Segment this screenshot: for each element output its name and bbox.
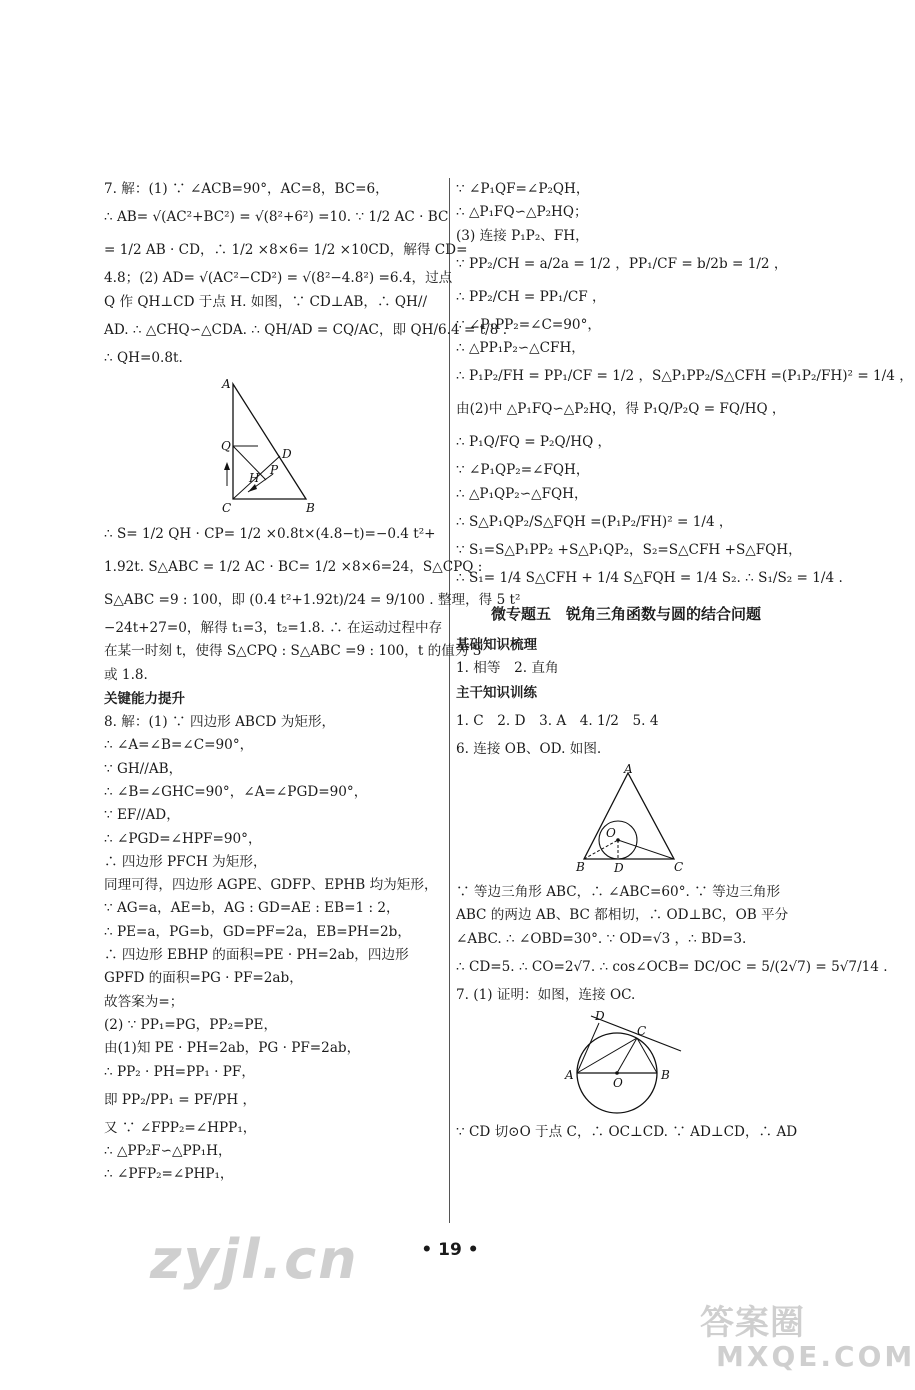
- text-line: 在某一时刻 t，使得 S△CPQ : S△ABC =9 : 100，t 的值为 3: [104, 643, 482, 660]
- figure-label: A: [565, 1068, 574, 1083]
- text-line: 即 PP₂/PP₁ = PF/PH ，: [104, 1091, 257, 1108]
- figure-label: A: [624, 761, 633, 776]
- text-line: 7. 解：(1) ∵ ∠ACB=90°，AC=8，BC=6，: [104, 181, 389, 197]
- figure-label: D: [282, 447, 292, 462]
- text-line: 同理可得，四边形 AGPE、GDFP、EPHB 均为矩形，: [104, 877, 438, 894]
- figure-label: O: [613, 1076, 623, 1091]
- text-line: 4.8；(2) AD= √(AC²−CD²) = √(8²−4.8²) =6.4，过点: [104, 270, 453, 287]
- figure-label: P: [270, 463, 279, 478]
- text-line: GPFD 的面积=PG · PF=2ab，: [104, 970, 303, 987]
- text-line: ∴ △P₁QP₂∽△FQH，: [456, 485, 588, 502]
- text-line: AD. ∴ △CHQ∽△CDA. ∴ QH/AD = CQ/AC，即 QH/6.4 = t/8 .: [104, 321, 508, 338]
- text-line: 6. 连接 OB、OD. 如图.: [456, 740, 602, 757]
- text-line: ∵ ∠P₁PP₂=∠C=90°，: [456, 316, 601, 333]
- circle-figure: [561, 1011, 691, 1117]
- watermark-domain: MXQE.COM: [716, 1340, 915, 1373]
- right-column: [456, 178, 913, 1144]
- figure-label: H: [249, 471, 260, 486]
- watermark-site: zyjl.cn: [150, 1228, 359, 1291]
- incircle-figure: [566, 761, 686, 877]
- figure-label: C: [674, 859, 684, 874]
- figure-label: B: [306, 501, 315, 516]
- text-line: ∴ △PP₁P₂∽△CFH，: [456, 340, 585, 357]
- text-line: ∴ ∠B=∠GHC=90°，∠A=∠PGD=90°，: [104, 783, 368, 800]
- text-line: 7. (1) 证明：如图，连接 OC.: [456, 986, 636, 1003]
- text-line: ∴ QH=0.8t.: [104, 349, 183, 366]
- figure-label: O: [606, 825, 616, 840]
- figure-label: Q: [221, 439, 231, 454]
- text-line: ∵ S₁=S△P₁PP₂ +S△P₁QP₂，S₂=S△CFH +S△FQH，: [456, 542, 802, 559]
- text-line: −24t+27=0，解得 t₁=3，t₂=1.8. ∴ 在运动过程中存: [104, 620, 443, 637]
- section-heading: 基础知识梳理: [456, 637, 537, 654]
- section-heading: 主干知识训练: [456, 684, 537, 701]
- text-line: = 1/2 AB · CD，∴ 1/2 ×8×6= 1/2 ×10CD，解得 CD=: [104, 242, 468, 259]
- figure-label: C: [222, 501, 232, 516]
- text-line: (3) 连接 P₁P₂、FH，: [456, 227, 589, 244]
- text-line: (2) ∵ PP₁=PG，PP₂=PE，: [104, 1016, 278, 1033]
- text-line: ∵ AG=a，AE=b，AG : GD=AE : EB=1 : 2，: [104, 900, 400, 917]
- figure-label: C: [637, 1024, 647, 1039]
- text-line: ABC 的两边 AB、BC 都相切，∴ OD⊥BC，OB 平分: [456, 907, 789, 924]
- text-line: ∴ ∠PGD=∠HPF=90°，: [104, 830, 262, 847]
- figure-label: B: [576, 859, 585, 874]
- text-line: ∵ PP₂/CH = a/2a = 1/2 ，PP₁/CF = b/2b = 1/2 ，: [456, 255, 788, 272]
- text-line: 由(1)知 PE · PH=2ab，PG · PF=2ab，: [104, 1040, 361, 1057]
- text-line: ∴ P₁P₂/FH = PP₁/CF = 1/2 ，S△P₁PP₂/S△CFH =(P₁P₂/FH)² = 1/4 ，: [456, 368, 913, 385]
- figure-label: D: [595, 1009, 605, 1024]
- topic-heading: 微专题五 锐角三角函数与圆的结合问题: [490, 605, 761, 624]
- text-line: ∴ PP₂/CH = PP₁/CF ，: [456, 288, 606, 305]
- text-line: ∠ABC. ∴ ∠OBD=30°. ∵ OD=√3 ，∴ BD=3.: [456, 930, 747, 947]
- text-line: Q 作 QH⊥CD 于点 H. 如图，∵ CD⊥AB，∴ QH//: [104, 293, 428, 310]
- text-line: ∴ ∠PFP₂=∠PHP₁，: [104, 1166, 234, 1183]
- text-line: ∵ ∠P₁QF=∠P₂QH，: [456, 181, 590, 197]
- text-line: ∴ PE=a，PG=b，GD=PF=2a，EB=PH=2b，: [104, 923, 411, 940]
- text-line: ∴ ∠A=∠B=∠C=90°，: [104, 737, 254, 754]
- text-line: S△ABC =9 : 100，即 (0.4 t²+1.92t)/24 = 9/100 . 整理，得 5 t²: [104, 592, 521, 609]
- text-line: ∴ 四边形 EBHP 的面积=PE · PH=2ab，四边形: [104, 947, 409, 964]
- text-line: 或 1.8.: [104, 666, 148, 683]
- text-line: 8. 解：(1) ∵ 四边形 ABCD 为矩形，: [104, 714, 336, 731]
- text-line: ∴ 四边形 PFCH 为矩形，: [104, 853, 267, 870]
- text-line: ∴ △P₁FQ∽△P₂HQ；: [456, 204, 588, 221]
- text-line: 1. 相等 2. 直角: [456, 660, 559, 677]
- text-line: 1. C 2. D 3. A 4. 1/2 5. 4: [456, 712, 659, 729]
- text-line: ∴ PP₂ · PH=PP₁ · PF，: [104, 1063, 255, 1080]
- text-line: ∵ EF//AD，: [104, 807, 180, 824]
- section-heading: 关键能力提升: [104, 691, 185, 708]
- text-line: 又 ∵ ∠FPP₂=∠HPP₁，: [104, 1119, 257, 1136]
- text-line: ∴ CD=5. ∴ CO=2√7. ∴ cos∠OCB= DC/OC = 5/(2√7) = 5√7/14 .: [456, 958, 888, 975]
- text-line: ∵ 等边三角形 ABC，∴ ∠ABC=60°. ∵ 等边三角形: [456, 883, 781, 900]
- text-line: ∵ CD 切⊙O 于点 C，∴ OC⊥CD. ∵ AD⊥CD，∴ AD: [456, 1124, 798, 1141]
- text-line: 1.92t. S△ABC = 1/2 AC · BC= 1/2 ×8×6=24，S△CPQ :: [104, 559, 483, 576]
- text-line: 由(2)中 △P₁FQ∽△P₂HQ，得 P₁Q/P₂Q = FQ/HQ ，: [456, 401, 786, 418]
- text-line: ∵ GH//AB，: [104, 760, 183, 777]
- triangle-figure: [218, 374, 328, 514]
- watermark-logo: 答案圈: [700, 1303, 805, 1343]
- text-line: ∵ ∠P₁QP₂=∠FQH，: [456, 462, 590, 479]
- text-line: ∴ S₁= 1/4 S△CFH + 1/4 S△FQH = 1/4 S₂. ∴ S₁/S₂ = 1/4 .: [456, 570, 843, 587]
- figure-label: D: [614, 860, 624, 875]
- text-line: 故答案为=；: [104, 993, 184, 1010]
- text-line: ∴ AB= √(AC²+BC²) = √(8²+6²) =10. ∵ 1/2 AC · BC: [104, 209, 449, 226]
- text-line: ∴ P₁Q/FQ = P₂Q/HQ ，: [456, 434, 612, 451]
- figure-label: B: [661, 1068, 670, 1083]
- text-line: ∴ S= 1/2 QH · CP= 1/2 ×0.8t×(4.8−t)=−0.4 t²+: [104, 526, 436, 543]
- text-line: ∴ S△P₁QP₂/S△FQH =(P₁P₂/FH)² = 1/4 ，: [456, 514, 733, 531]
- text-line: ∴ △PP₂F∽△PP₁H，: [104, 1143, 232, 1160]
- page-number: • 19 •: [421, 1240, 479, 1260]
- figure-label: A: [222, 377, 231, 392]
